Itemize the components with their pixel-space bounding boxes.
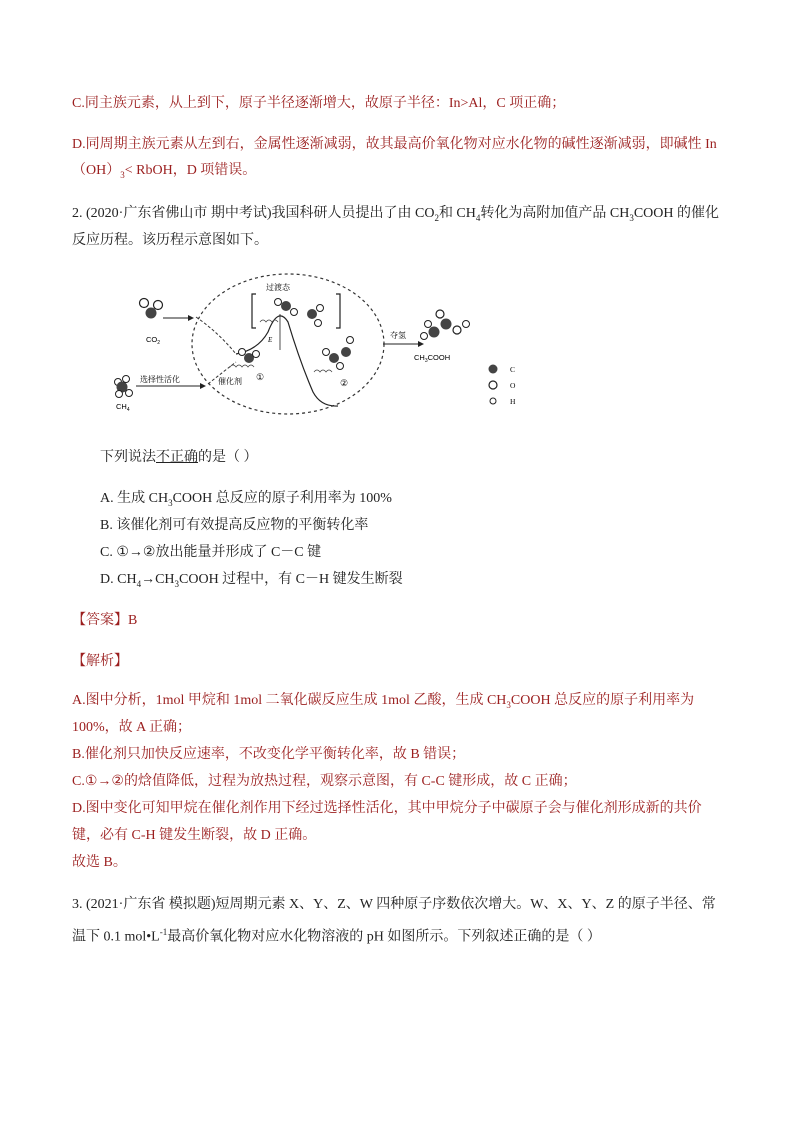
text-span: 转化为高附加值产品 CH <box>480 206 630 221</box>
q3-stem-line2 <box>72 922 601 948</box>
text-span: COOH 总反应的原子利用率为 100% <box>172 491 392 506</box>
subscript: 2 <box>434 212 439 223</box>
q2-option-b: B. 该催化剂可有效提高反应物的平衡转化率 <box>100 518 369 533</box>
subscript: 3 <box>168 497 173 508</box>
text-span: 2. (2020·广东省佛山市 期中考试)我国科研人员提出了由 CO <box>72 206 435 221</box>
catalyst-surface <box>314 370 332 372</box>
q2-stem-line2: 反应历程。该历程示意图如下。 <box>72 233 268 248</box>
circled-two: ② <box>111 774 124 789</box>
ts-molecule <box>275 299 324 327</box>
text-span: D. CH <box>100 572 137 587</box>
svg-text:C: C <box>510 365 516 374</box>
analysis-c <box>72 772 577 792</box>
q2-option-c <box>100 543 321 563</box>
text-span: C. <box>72 774 85 789</box>
text-span: →CH <box>141 572 175 587</box>
ts-bracket-left <box>252 294 256 328</box>
co2-label: $CO_2$ <box>146 335 161 346</box>
reaction-mechanism-figure <box>108 272 528 422</box>
svg-text:H: H <box>510 397 516 406</box>
ch4-molecule <box>115 376 133 398</box>
state2-molecule <box>323 337 354 370</box>
subscript: 3 <box>506 699 511 710</box>
q2-option-a <box>100 489 392 513</box>
answer: 【答案】B <box>72 613 138 628</box>
text-span: C. <box>100 545 117 560</box>
text-span: 温下 0.1 mol•L <box>72 929 160 945</box>
text-span: < RbOH，D 项错误。 <box>124 163 257 178</box>
subscript: 3 <box>174 578 180 589</box>
q2-prompt <box>100 448 258 468</box>
state1-molecule <box>239 349 260 364</box>
dehydro-label: 夺氢 <box>390 331 406 340</box>
text-span: A.图中分析，1mol 甲烷和 1mol 二氧化碳反应生成 1mol 乙酸，生成 CH <box>72 693 507 708</box>
svg-text:O: O <box>510 381 516 390</box>
analysis-title: 【解析】 <box>72 654 128 669</box>
analysis-d-line2: 键，必有 C-H 键发生断裂，故 D 正确。 <box>72 828 317 843</box>
analysis-b: B.催化剂只加快反应速率，不改变化学平衡转化率，故 B 错误； <box>72 747 466 762</box>
legend <box>489 365 517 407</box>
transition-label: 过渡态 <box>266 283 290 292</box>
text-span: 最高价氧化物对应水化物溶液的 pH 如图所示。下列叙述正确的是（ ） <box>167 929 601 945</box>
circled-one: ① <box>84 774 98 789</box>
subscript: 3 <box>629 212 634 223</box>
subscript: 3 <box>120 169 125 180</box>
text-span: COOH 的催化 <box>633 206 720 221</box>
underlined-text: 不正确 <box>156 450 198 465</box>
text-span: 的焓值降低，过程为放热过程，观察示意图，有 C-C 键形成，故 C 正确； <box>123 774 577 789</box>
text-span: 下列说法 <box>100 450 156 465</box>
state1-label: ① <box>256 372 265 382</box>
circled-one: ① <box>116 545 129 560</box>
catalyst-surface <box>230 365 254 367</box>
select-label: 选择性活化 <box>140 375 180 384</box>
analysis-a-line1 <box>72 691 694 715</box>
ea-label: E <box>268 336 273 344</box>
superscript: -1 <box>159 927 168 937</box>
q2-stem-line1 <box>72 204 719 228</box>
q3-stem-line1: 3. (2021·广东省 模拟题)短周期元素 X、Y、Z、W 四种原子序数依次增大。W、X、Y、Z 的原子半径、常 <box>72 897 716 912</box>
text-span: 的是（ ） <box>198 450 258 465</box>
text-span: （OH） <box>72 163 121 178</box>
subscript: 4 <box>475 212 481 223</box>
text-span: A. 生成 CH <box>100 491 169 506</box>
text-span: 放出能量并形成了 C－C 键 <box>155 545 322 560</box>
explanation-d-line2 <box>72 161 256 185</box>
text-span: COOH 总反应的原子利用率为 <box>510 693 695 708</box>
text-span: COOH 过程中，有 C－H 键发生断裂 <box>179 572 403 587</box>
state2-label: ② <box>340 378 349 388</box>
choose-answer: 故选 B。 <box>72 855 127 870</box>
circled-two: ② <box>142 545 156 560</box>
catalyst-ellipse <box>192 274 384 414</box>
ch3cooh-molecule <box>421 310 470 340</box>
catalyst-label: 催化剂 <box>218 377 242 386</box>
analysis-d-line1: D.图中变化可知甲烷在催化剂作用下经过选择性活化，其中甲烷分子中碳原子会与催化剂形成新的共价 <box>72 801 702 816</box>
ch4-label: $CH_4$ <box>116 402 130 413</box>
co2-molecule <box>140 299 163 319</box>
text-span: 和 CH <box>438 206 476 221</box>
explanation-c: C.同主族元素，从上到下，原子半径逐渐增大，故原子半径：In>Al，C 项正确； <box>72 96 566 111</box>
explanation-d-line1: D.同周期主族元素从左到右，金属性逐渐减弱，故其最高价氧化物对应水化物的碱性逐渐减弱，即碱性 In <box>72 137 717 152</box>
text-span: → <box>97 774 112 789</box>
catalyst-surface <box>260 320 278 322</box>
analysis-a-line2: 100%，故 A 正确； <box>72 720 191 735</box>
q2-option-d <box>100 570 403 594</box>
dashed-path <box>196 317 236 354</box>
ts-bracket-right <box>336 294 340 328</box>
text-span: → <box>128 545 143 560</box>
subscript: 4 <box>136 578 142 589</box>
product-label: $CH_3COOH$ <box>414 353 451 364</box>
